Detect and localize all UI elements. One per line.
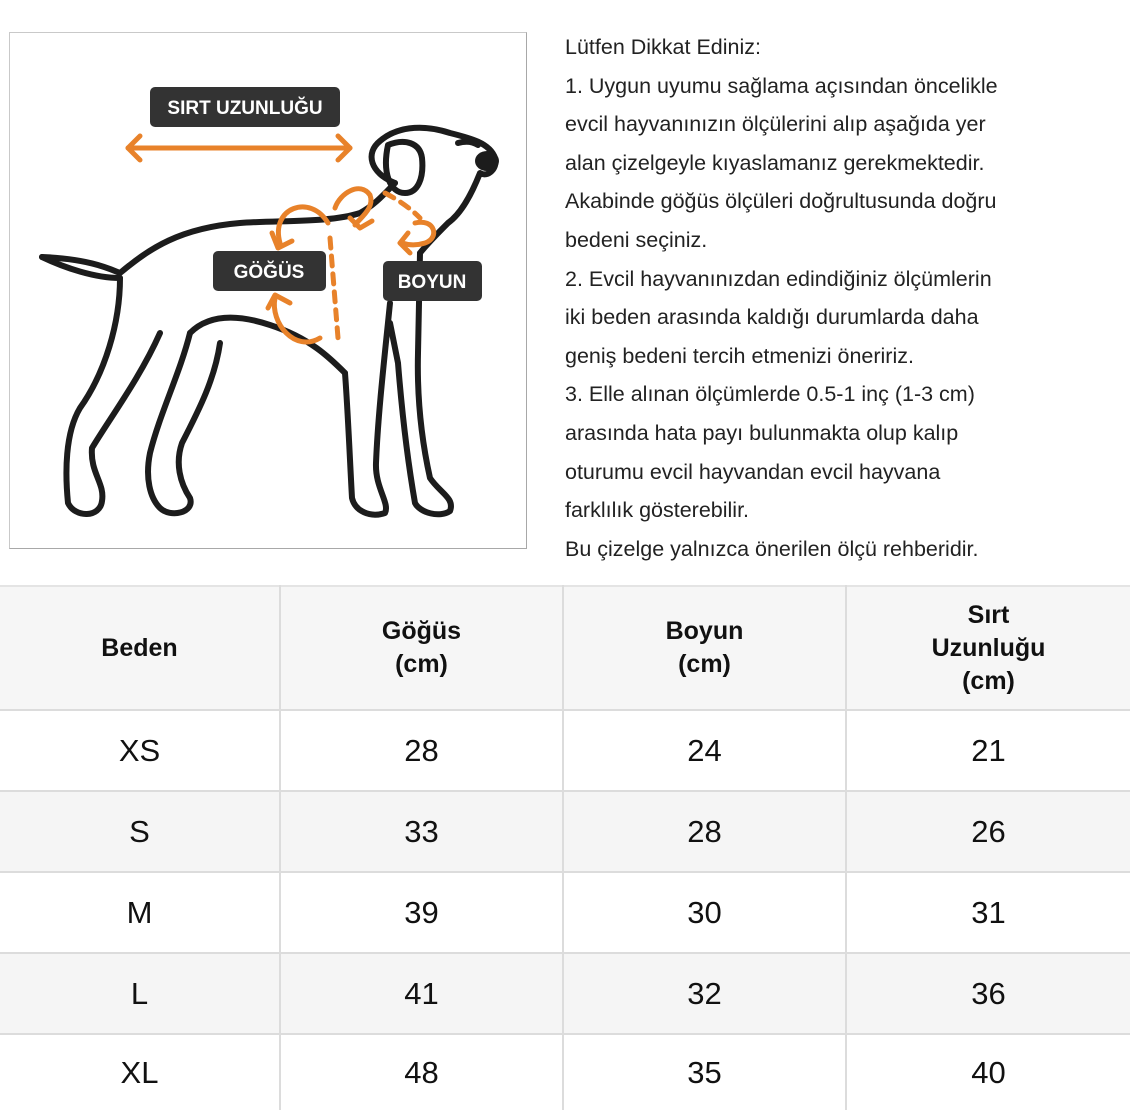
cell-back: 31 bbox=[846, 872, 1130, 953]
notes-line: geniş bedeni tercih etmenizi öneririz. bbox=[565, 343, 914, 368]
table-row bbox=[0, 872, 1130, 953]
back-length-label: SIRT UZUNLUĞU bbox=[167, 98, 323, 119]
notes-line: bedeni seçiniz. bbox=[565, 227, 708, 252]
cell-neck: 32 bbox=[563, 953, 846, 1034]
cell-chest: 48 bbox=[280, 1034, 563, 1110]
cell-chest: 41 bbox=[280, 953, 563, 1034]
cell-size: M bbox=[0, 872, 280, 953]
dog-outline-illustration bbox=[10, 33, 528, 550]
notes-line: 3. Elle alınan ölçümlerde 0.5-1 inç (1-3 cm) bbox=[565, 382, 975, 407]
table-header-row bbox=[0, 586, 1130, 710]
cell-neck: 24 bbox=[563, 710, 846, 791]
notes-line: evcil hayvanınızın ölçülerini alıp aşağıda yer bbox=[565, 112, 986, 137]
size-chart-table bbox=[0, 585, 1130, 1110]
cell-size: XL bbox=[0, 1034, 280, 1110]
dog-nose bbox=[475, 151, 499, 171]
dog-measurement-diagram bbox=[9, 32, 527, 549]
table-row bbox=[0, 953, 1130, 1034]
cell-back: 40 bbox=[846, 1034, 1130, 1110]
notes-line: arasında hata payı bulunmakta olup kalıp bbox=[565, 420, 959, 445]
header-neck: Boyun (cm) bbox=[563, 586, 846, 710]
table-row bbox=[0, 710, 1130, 791]
table-row bbox=[0, 1034, 1130, 1110]
notes-line: 1. Uygun uyumu sağlama açısından öncelikle bbox=[565, 73, 998, 98]
cell-neck: 30 bbox=[563, 872, 846, 953]
notes-line: 2. Evcil hayvanınızdan edindiğiniz ölçümlerin bbox=[565, 266, 992, 291]
cell-neck: 35 bbox=[563, 1034, 846, 1110]
notes-line: alan çizelgeyle kıyaslamanız gerekmektedir. bbox=[565, 150, 985, 175]
table-row bbox=[0, 791, 1130, 872]
header-size: Beden bbox=[0, 586, 280, 710]
cell-back: 21 bbox=[846, 710, 1130, 791]
header-chest: Göğüs (cm) bbox=[280, 586, 563, 710]
notes-line: farklılık gösterebilir. bbox=[565, 498, 750, 523]
cell-chest: 39 bbox=[280, 872, 563, 953]
neck-label: BOYUN bbox=[397, 272, 467, 293]
notes-title: Lütfen Dikkat Ediniz: bbox=[565, 35, 761, 59]
fit-notes bbox=[565, 28, 1130, 568]
cell-chest: 33 bbox=[280, 791, 563, 872]
cell-chest: 28 bbox=[280, 710, 563, 791]
notes-line: Bu çizelge yalnızca önerilen ölçü rehberidir. bbox=[565, 536, 979, 561]
cell-size: L bbox=[0, 953, 280, 1034]
cell-size: S bbox=[0, 791, 280, 872]
cell-size: XS bbox=[0, 710, 280, 791]
notes-line: Akabinde göğüs ölçüleri doğrultusunda doğru bbox=[565, 189, 997, 214]
header-back-length: Sırt Uzunluğu (cm) bbox=[846, 586, 1130, 710]
cell-back: 26 bbox=[846, 791, 1130, 872]
cell-back: 36 bbox=[846, 953, 1130, 1034]
notes-line: oturumu evcil hayvandan evcil hayvana bbox=[565, 459, 941, 484]
chest-label: GÖĞÜS bbox=[233, 262, 305, 283]
notes-line: iki beden arasında kaldığı durumlarda daha bbox=[565, 305, 979, 330]
cell-neck: 28 bbox=[563, 791, 846, 872]
